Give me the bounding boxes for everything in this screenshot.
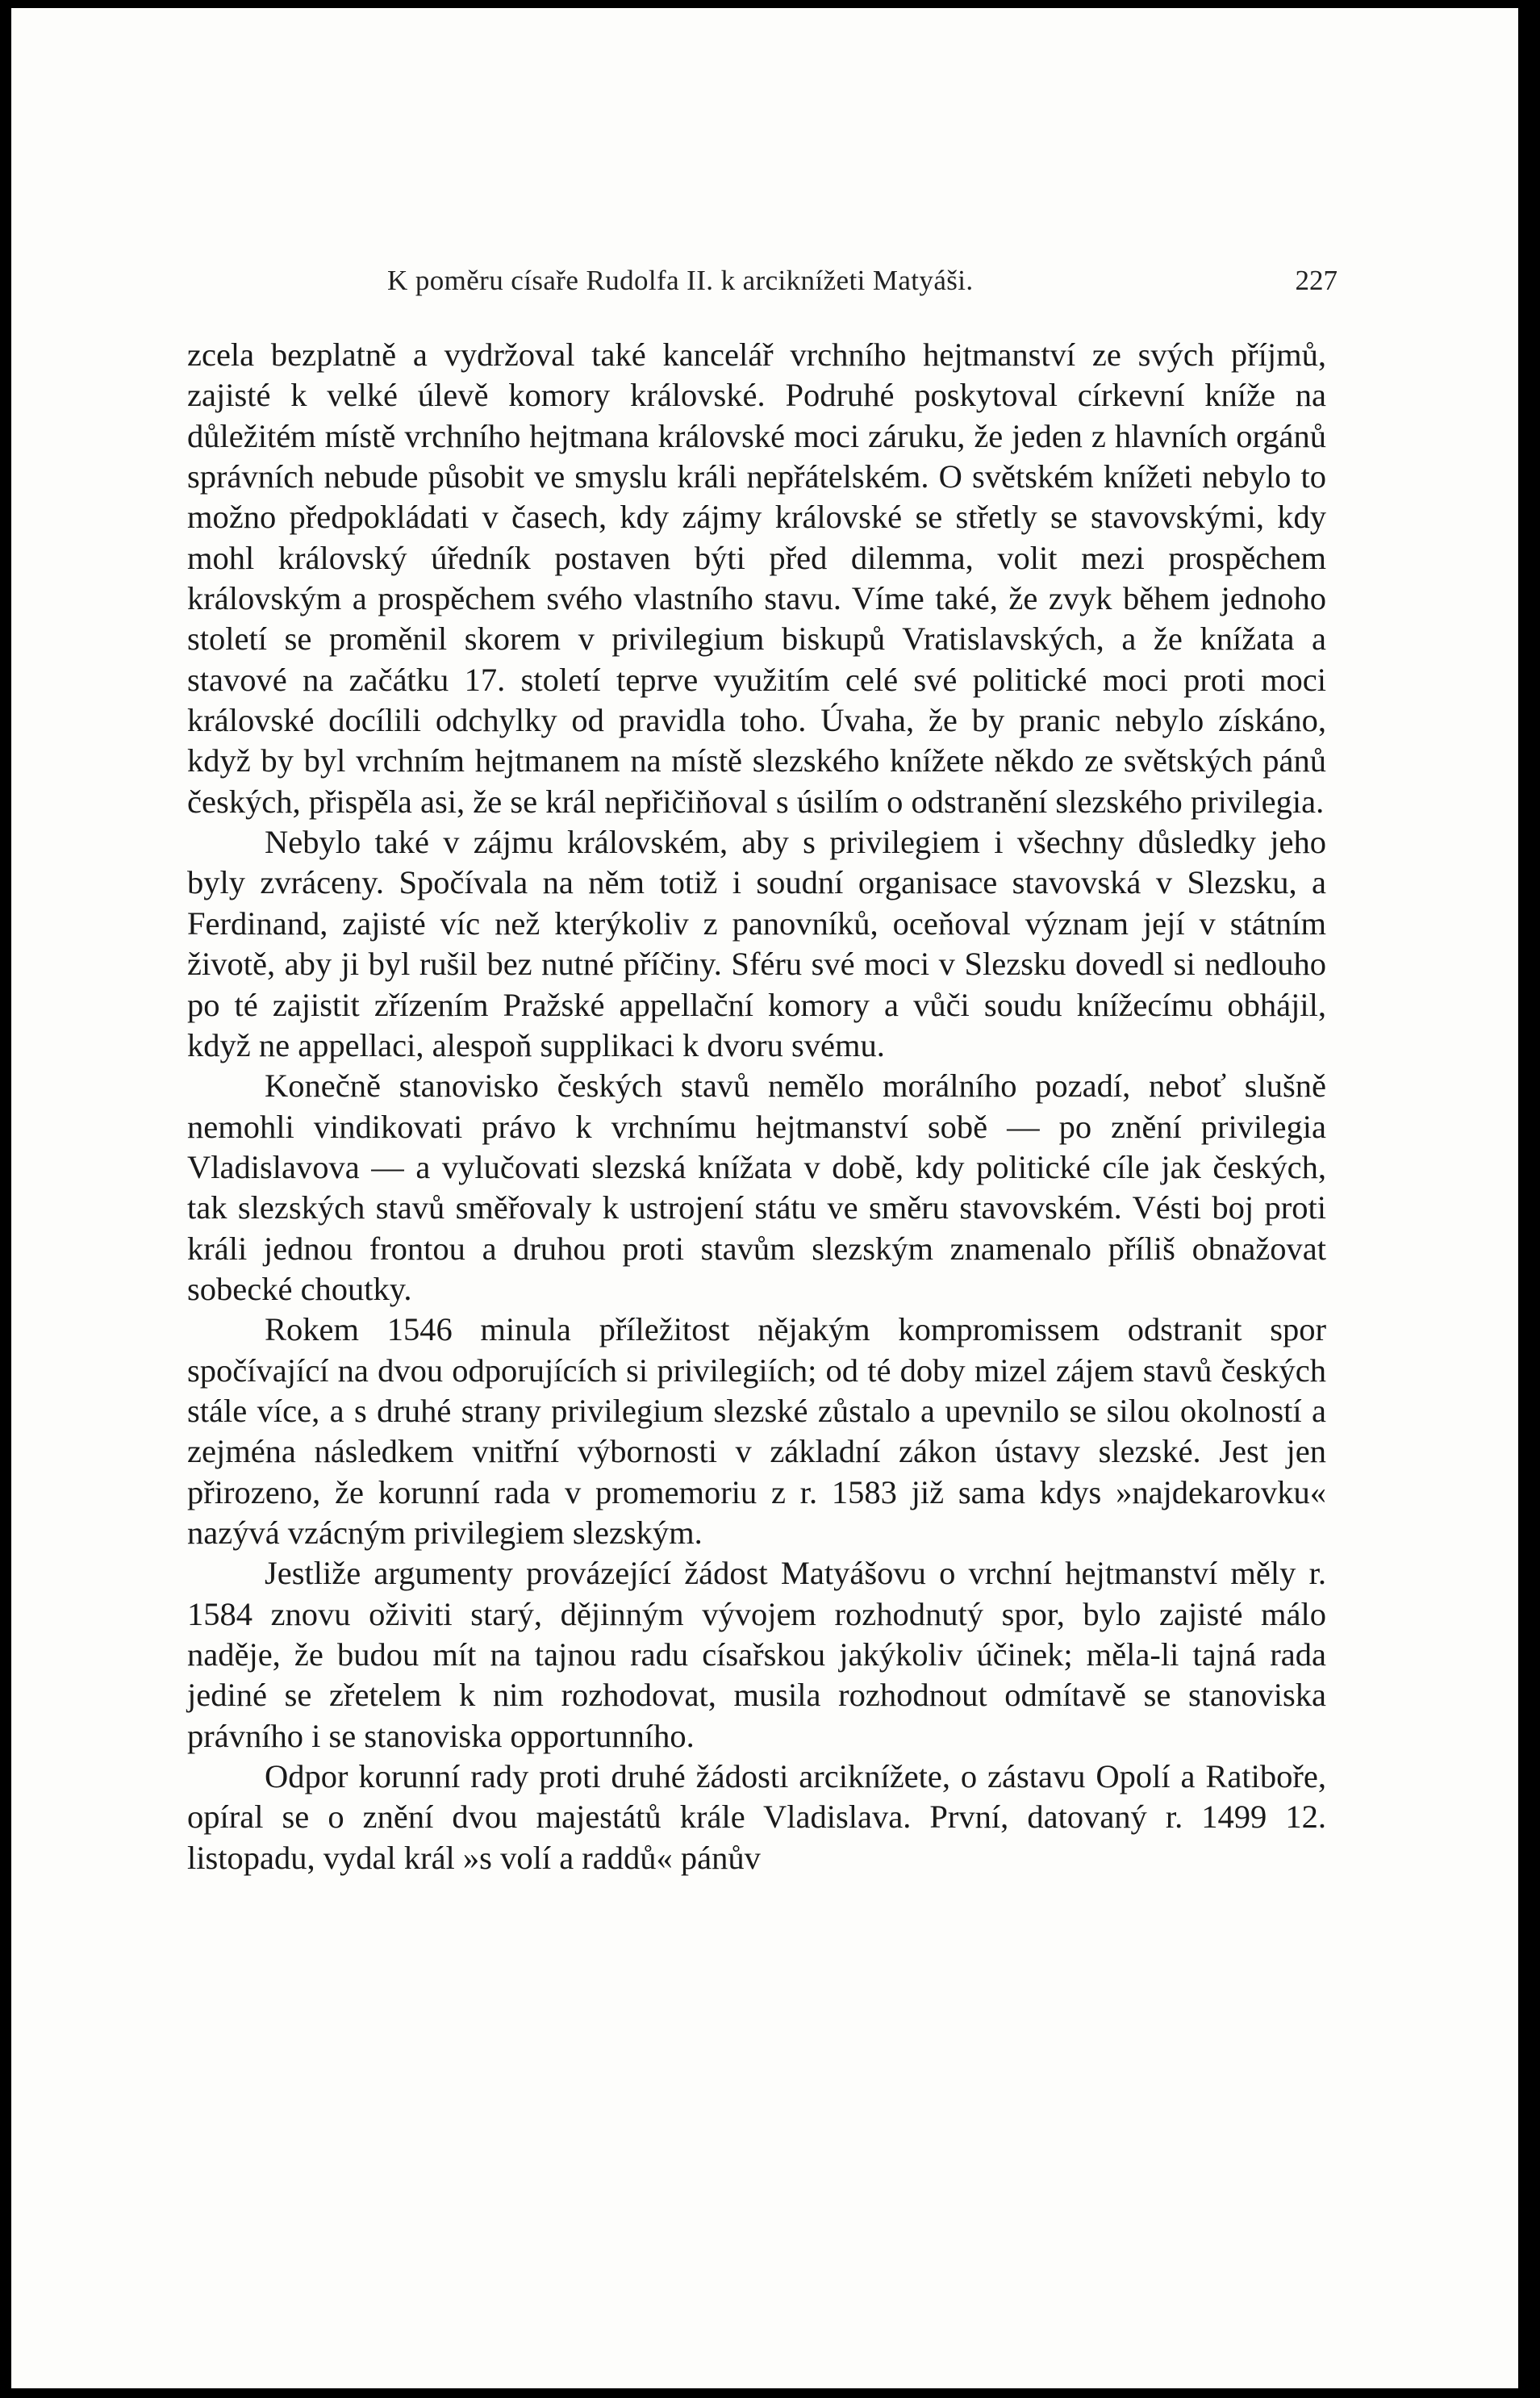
paragraph-4: Rokem 1546 minula příležitost nějakým kompromissem odstranit spor spočívající na dvou odporujících si privilegiích; od té doby mizel zájem stavů českých stále více, a s druhé strany privilegium slezské zůstalo a upevnilo se silou okolností a zejména následkem vnitřní výbornosti v základní zákon ústavy slezské. Jest jen přirozeno, že korunní rada v promemoriu z r. 1583 již sama kdys »najdekarovku« nazývá vzácným privilegiem slezským. — [187, 1311, 1326, 1551]
paragraph-2: Nebylo také v zájmu královském, aby s privilegiem i všechny důsledky jeho byly zvráceny. Spočívala na něm totiž i soudní organisace stavovská v Slezsku, a Ferdinand, zajisté víc než kterýkoliv z panovníků, oceňoval význam její v státním životě, aby ji byl rušil bez nutné příčiny. Sféru své moci v Slezsku dovedl si nedlouho po té zajistit zřízením Pražské appellační komory a vůči soudu knížecímu obhájil, když ne appellaci, alespoň supplikaci k dvoru svému. — [187, 824, 1326, 1063]
paragraph-5: Jestliže argumenty provázející žádost Matyášovu o vrchní hejtmanství měly r. 1584 znovu oživiti starý, dějinným vývojem rozhodnutý spor, bylo zajisté málo naděje, že budou mít na tajnou radu císařskou jakýkoliv účinek; měla-li tajná rada jediné se zřetelem k nim rozhodovat, musila rozhodnout odmítavě se stanoviska právního i se stanoviska opportunního. — [187, 1555, 1326, 1754]
body-text — [187, 335, 1326, 1878]
paragraph-1: zcela bezplatně a vydržoval také kancelář vrchního hejtmanství ze svých příjmů, zajisté k velké úlevě komory královské. Podruhé poskytoval církevní kníže na důležitém místě vrchního hejtmana královské moci záruku, že jeden z hlavních orgánů správních nebude působit ve smyslu králi nepřátelském. O světském knížeti nebylo to možno předpokládati v časech, kdy zájmy královské se střetly se stavovskými, kdy mohl královský úředník postaven býti před dilemma, volit mezi prospěchem královským a prospěchem svého vlastního stavu. Víme také, že zvyk během jednoho století se proměnil skorem v privilegium biskupů Vratislavských, a že knížata a stavové na začátku 17. století teprve využitím celé své politické moci proti moci královské docílili odchylky od pravidla toho. Úvaha, že by pranic nebylo získáno, když by byl vrchním hejtmanem na místě slezského knížete někdo ze světských pánů českých, přispěla asi, že se král nepřičiňoval s úsilím o odstranění slezského privilegia. — [187, 336, 1326, 820]
paragraph-3: Konečně stanovisko českých stavů nemělo morálního pozadí, neboť slušně nemohli vindikovati právo k vrchnímu hejtmanství sobě — po znění privilegia Vladislavova — a vylučovati slezská knížata v době, kdy politické cíle jak českých, tak slezských stavů směřovaly k ustrojení státu ve směru stavovském. Vésti boj proti králi jednou frontou a druhou proti stavům slezským znamenalo příliš obnažovat sobecké choutky. — [187, 1067, 1326, 1307]
page-number: 227 — [1295, 265, 1338, 296]
running-header-title: K poměru císaře Rudolfa II. k arciknížeti Matyáši. — [387, 265, 974, 296]
paragraph-6: Odpor korunní rady proti druhé žádosti arciknížete, o zástavu Opolí a Ratiboře, opíral se o znění dvou majestátů krále Vladislava. První, datovaný r. 1499 12. listopadu, vydal král »s volí a raddů« pánův — [187, 1758, 1326, 1876]
running-header — [198, 265, 1338, 302]
